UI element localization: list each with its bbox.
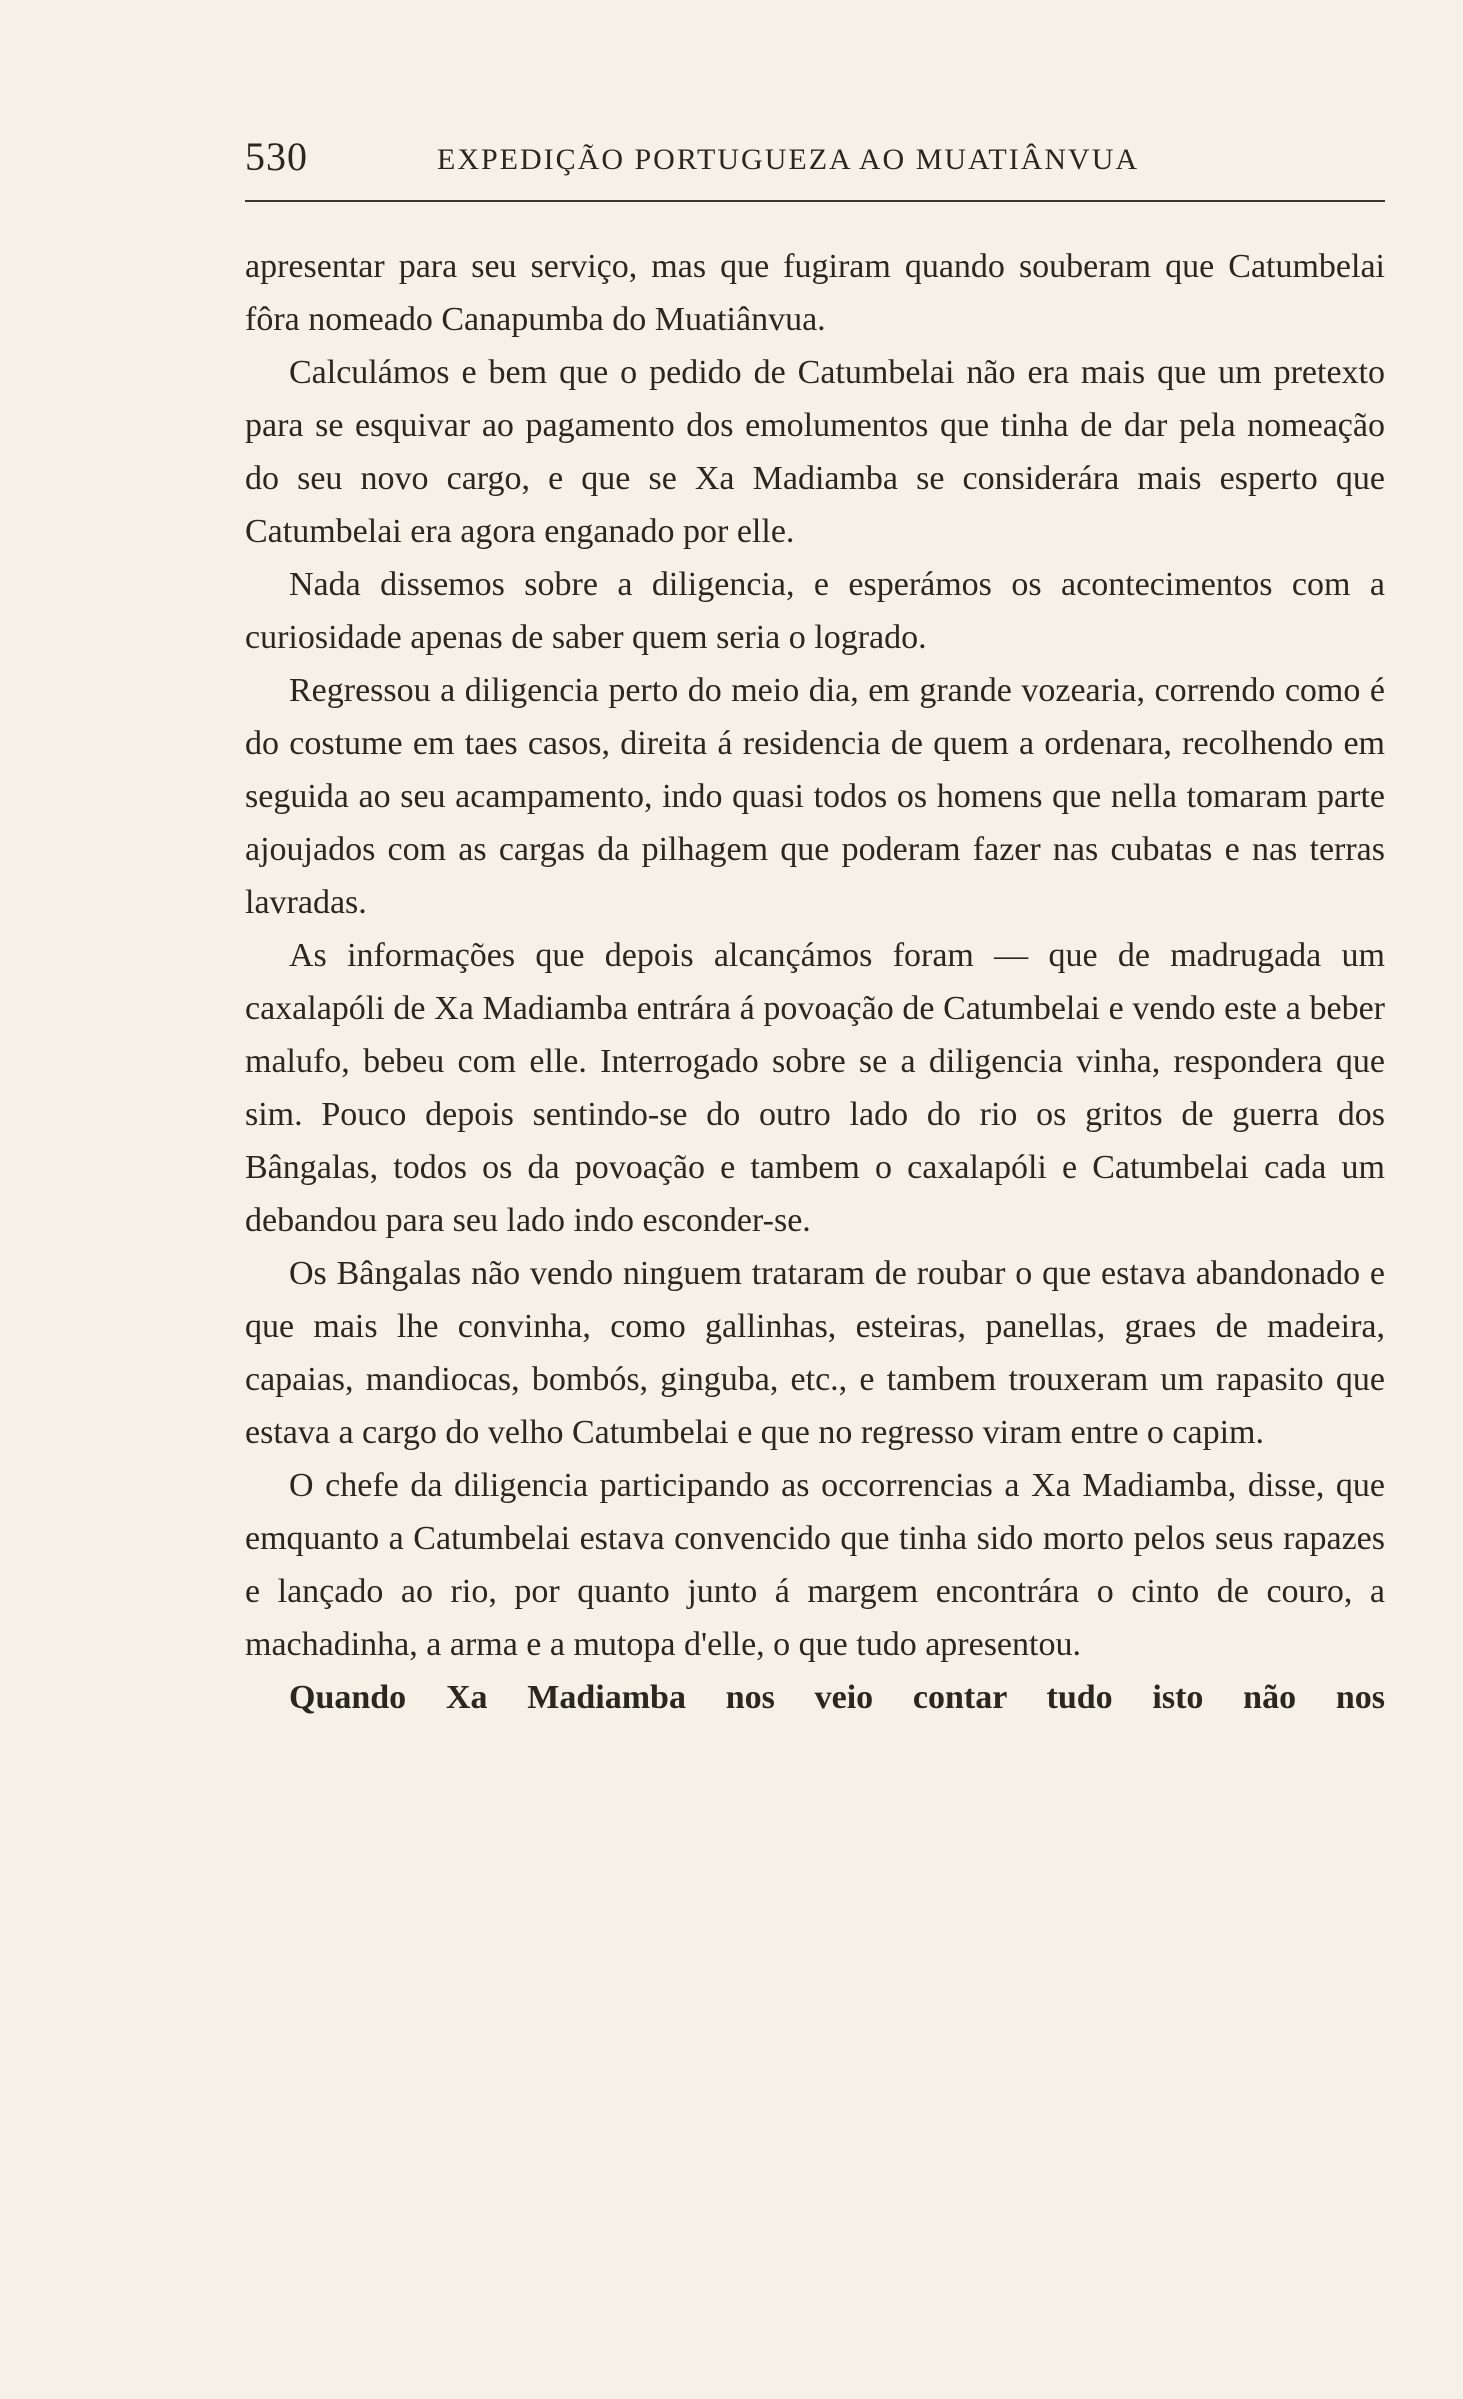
paragraph: O chefe da diligencia participando as occorrencias a Xa Madiamba, disse, que emquanto a Catumbelai estava convencido que tinha sido morto pelos seus rapazes e lançado ao rio, por quanto junto á margem encontrára o cinto de couro, a machadinha, a arma e a mutopa d'elle, o que tudo apresentou. xyxy=(245,1467,1385,1663)
header-rule xyxy=(245,200,1385,202)
paragraph: As informações que depois alcançámos foram — que de madrugada um caxalapóli de Xa Madiamba entrára á povoação de Catumbelai e vendo este a beber malufo, bebeu com elle. Interrogado sobre se a diligencia vinha, respondera que sim. Pouco depois sentindo-se do outro lado do rio os gritos de guerra dos Bângalas, todos os da povoação e tambem o caxalapóli e Catumbelai cada um debandou para seu lado indo esconder-se. xyxy=(245,937,1385,1239)
paragraph: apresentar para seu serviço, mas que fugiram quando souberam que Catumbelai fôra nomeado Canapumba do Muatiânvua. xyxy=(245,248,1385,338)
body-text xyxy=(245,240,1385,1724)
paragraph-last-line: Quando Xa Madiamba nos veio contar tudo isto não nos xyxy=(289,1679,1385,1716)
paragraph: Regressou a diligencia perto do meio dia, em grande vozearia, correndo como é do costume em taes casos, direita á residencia de quem a ordenara, recolhendo em seguida ao seu acampamento, indo quasi todos os homens que nella tomaram parte ajoujados com as cargas da pilhagem que poderam fazer nas cubatas e nas terras lavradas. xyxy=(245,672,1385,921)
paragraph: Nada dissemos sobre a diligencia, e esperámos os acontecimentos com a curiosidade apenas de saber quem seria o logrado. xyxy=(245,566,1385,656)
paragraph: Calculámos e bem que o pedido de Catumbelai não era mais que um pretexto para se esquivar ao pagamento dos emolumentos que tinha de dar pela nomeação do seu novo cargo, e que se Xa Madiamba se considerára mais esperto que Catumbelai era agora enganado por elle. xyxy=(245,354,1385,550)
page-header xyxy=(245,133,1385,193)
paragraph: Os Bângalas não vendo ninguem trataram de roubar o que estava abandonado e que mais lhe convinha, como gallinhas, esteiras, panellas, graes de madeira, capaias, mandiocas, bombós, ginguba, etc., e tambem trouxeram um rapasito que estava a cargo do velho Catumbelai e que no regresso viram entre o capim. xyxy=(245,1255,1385,1451)
running-title: EXPEDIÇÃO PORTUGUEZA AO MUATIÂNVUA xyxy=(437,143,1140,176)
page-number: 530 xyxy=(245,134,308,179)
